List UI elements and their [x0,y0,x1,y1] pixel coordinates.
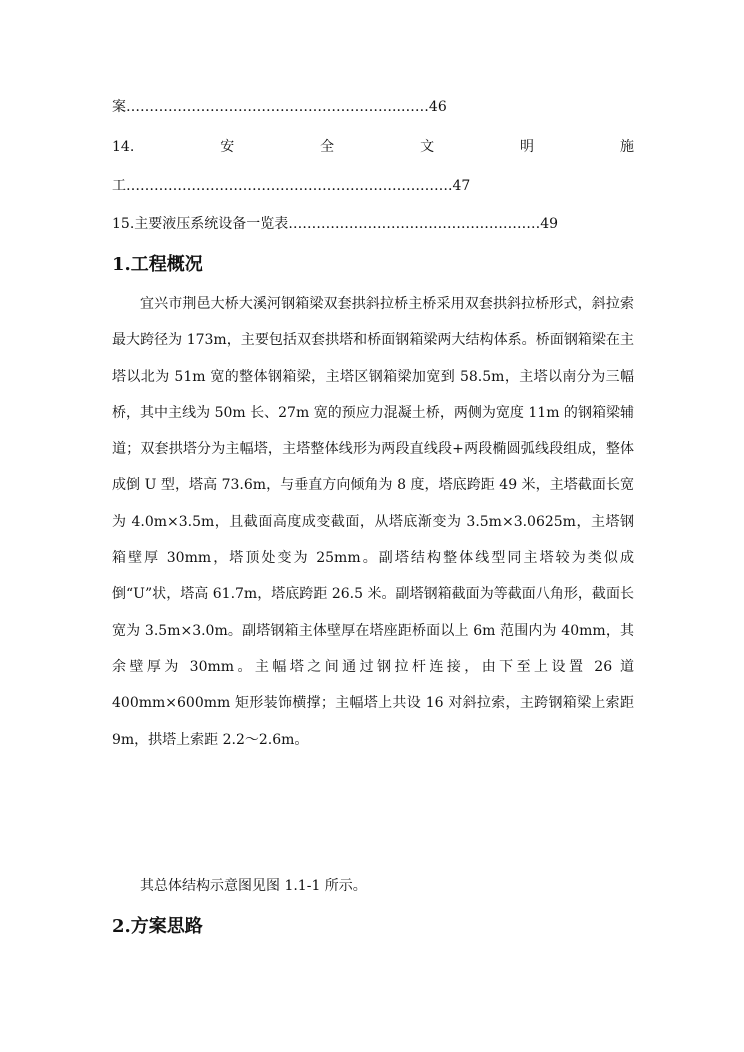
toc-entry[interactable] [112,94,632,120]
toc-entry-word: 安 [220,139,235,155]
toc-entry-text: 15.主要液压系统设备一览表 [112,216,289,232]
toc-entry-text: 案 [112,99,126,115]
toc-entry-word: 明 [520,139,535,155]
figure-reference: 其总体结构示意图见图 1.1-1 所示。 [140,878,367,894]
section-heading: 2.方案思路 [112,916,203,937]
toc-entry-word: 全 [320,139,335,155]
toc-entry-page: .47 [448,178,471,194]
toc-entry-leader: …………………………………………………………… [126,178,448,194]
toc-entry-word: 文 [420,139,435,155]
toc-entry[interactable] [112,173,632,199]
section-heading: 1.工程概况 [112,254,203,275]
toc-entry-page: 46 [428,99,447,115]
toc-entry-leader: ……………………………………………… [288,216,541,232]
paragraph: 宜兴市荆邑大桥大溪河钢箱梁双套拱斜拉桥主桥采用双套拱斜拉桥形式，斜拉索最大跨径为 173m，主要包括双套拱塔和桥面钢箱梁两大结构体系。桥面钢箱梁在主塔以北为 51m 宽的整体钢箱梁，主塔区钢箱梁加宽到 58.5m，主塔以南分为三幅桥，其中主线为 50m 长、27m 宽的预应力混凝土桥，两侧为宽度 11m 的钢箱梁辅道；双套拱塔分为主幅塔，主塔整体线形为两段直线段+两段椭圆弧线段组成，整体成倒 U 型，塔高 73.6m，与垂直方向倾角为 8 度，塔底跨距 49 米，主塔截面长宽为 4.0m×3.5m，且截面高度成变截面，从塔底渐变为 3.5m×3.0625m，主塔钢箱壁厚 30mm，塔顶处变为 25mm。副塔结构整体线型同主塔较为类似成倒“U”状，塔高 61.7m，塔底跨距 26.5 米。副塔钢箱截面为等截面八角形，截面长宽为 3.5m×3.0m。副塔钢箱主体壁厚在塔座距桥面以上 6m 范围内为 40mm，其余壁厚为 30mm。主幅塔之间通过钢拉杆连接，由下至上设置 26 道 400mm×600mm 矩形装饰横撑；主幅塔上共设 16 对斜拉索，主跨钢箱梁上索距 9m，拱塔上索距 2.2～2.6m。 [112,296,634,748]
toc-entry[interactable] [112,134,634,160]
toc-entry[interactable] [112,211,632,237]
toc-entry-word: 施 [619,139,634,155]
body-text [112,868,634,904]
body-text [112,286,634,758]
toc-entry-page: 49 [540,216,559,232]
toc-entry-number: 14. [112,139,135,155]
toc-entry-text: 工 [112,178,126,194]
toc-entry-leader: …………………………………………………..…… [126,99,429,115]
